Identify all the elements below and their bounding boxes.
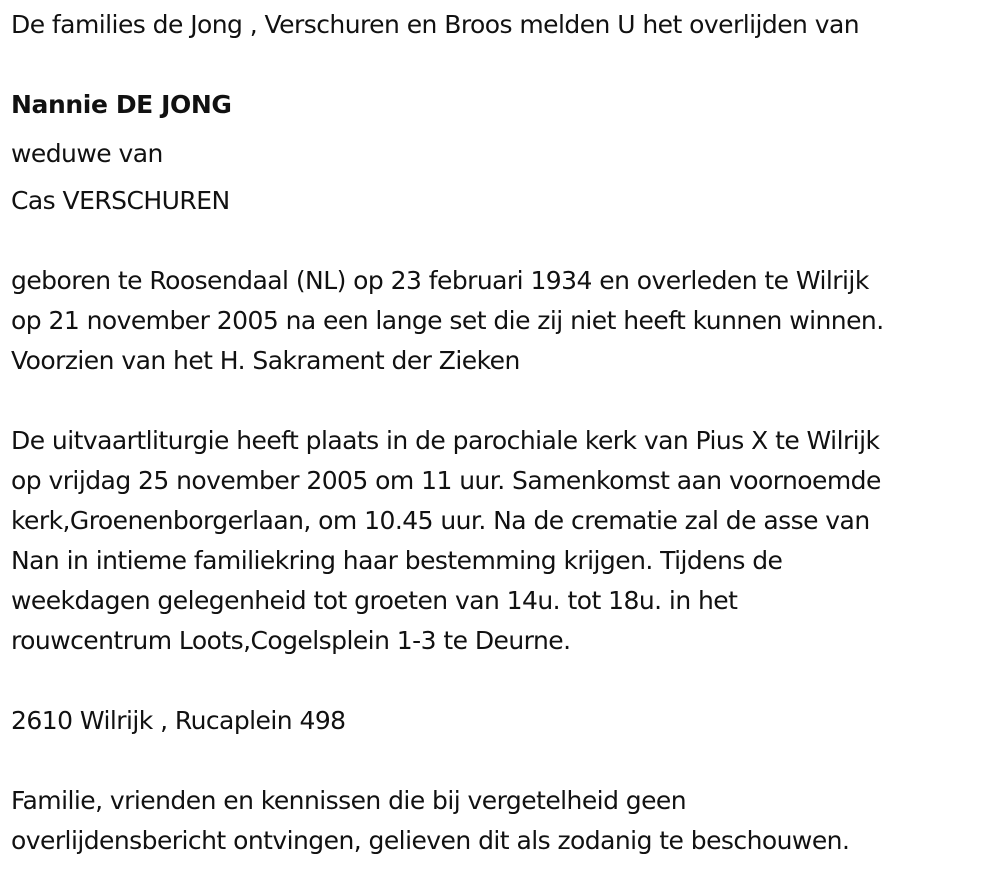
funeral-line: rouwcentrum Loots,Cogelsplein 1-3 te Deurne. [11,626,571,655]
intro-text: De families de Jong , Verschuren en Broos melden U het overlijden van [11,10,860,39]
deceased-name: Nannie DE JONG [11,90,232,119]
address-text: 2610 Wilrijk , Rucaplein 498 [11,706,346,735]
spouse-name: Cas VERSCHUREN [11,186,230,215]
birth-death-line: op 21 november 2005 na een lange set die zij niet heeft kunnen winnen. [11,306,884,335]
birth-death-line: Voorzien van het H. Sakrament der Zieken [11,346,520,375]
funeral-line: Nan in intieme familiekring haar bestemming krijgen. Tijdens de [11,546,783,575]
relation-text: weduwe van [11,139,163,168]
funeral-line: De uitvaartliturgie heeft plaats in de parochiale kerk van Pius X te Wilrijk [11,426,880,455]
funeral-line: op vrijdag 25 november 2005 om 11 uur. Samenkomst aan voornoemde [11,466,881,495]
closing-line: overlijdensbericht ontvingen, gelieven dit als zodanig te beschouwen. [11,826,850,855]
funeral-line: weekdagen gelegenheid tot groeten van 14u. tot 18u. in het [11,586,738,615]
closing-line: Familie, vrienden en kennissen die bij vergetelheid geen [11,786,687,815]
funeral-line: kerk,Groenenborgerlaan, om 10.45 uur. Na de crematie zal de asse van [11,506,870,535]
birth-death-line: geboren te Roosendaal (NL) op 23 februari 1934 en overleden te Wilrijk [11,266,869,295]
